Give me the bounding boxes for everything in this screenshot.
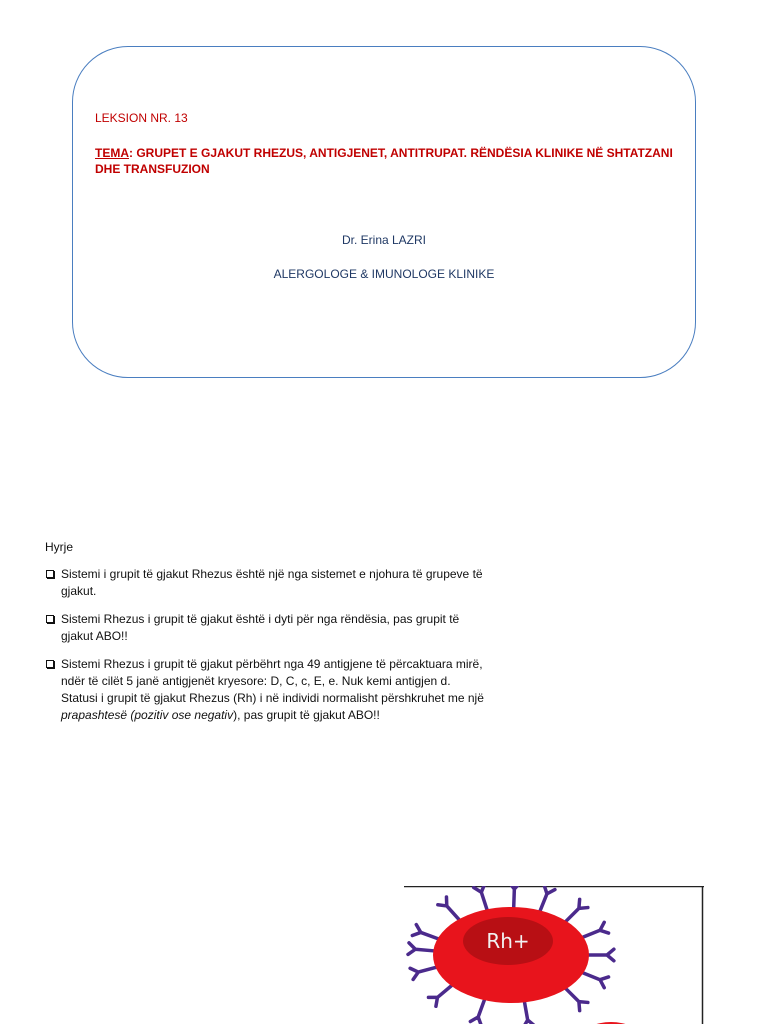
- topic-text: : GRUPET E GJAKUT RHEZUS, ANTIGJENET, ANTITRUPAT. RËNDËSIA KLINIKE NË SHTATZANI DHE TRANSFUZION: [95, 146, 673, 176]
- rh-cell-figure: [404, 886, 704, 1024]
- checkbox-bullet-icon: [46, 660, 54, 668]
- antigen-marker: [566, 989, 588, 1011]
- antigen-marker: [412, 925, 437, 939]
- rh-label: Rh+: [486, 929, 530, 953]
- title-box: [72, 46, 696, 378]
- list-item: [45, 611, 485, 645]
- antigen-marker: [583, 922, 608, 937]
- antigen-marker: [523, 1002, 534, 1024]
- antigen-marker: [408, 943, 433, 955]
- antigen-marker: [470, 1000, 484, 1024]
- antigen-marker: [438, 897, 459, 919]
- list-item: [45, 566, 485, 600]
- rh-cell-illustration: [404, 886, 704, 1024]
- lesson-number: LEKSION NR. 13: [95, 111, 188, 125]
- antigen-marker: [509, 886, 521, 907]
- author-title: ALERGOLOGE & IMUNOLOGE KLINIKE: [273, 267, 495, 281]
- author-name: Dr. Erina LAZRI: [341, 233, 427, 247]
- antigen-marker: [428, 986, 451, 1006]
- antigen-marker: [474, 886, 487, 909]
- antigen-marker: [566, 899, 588, 921]
- checkbox-bullet-icon: [46, 615, 54, 623]
- antigen-marker: [410, 967, 436, 979]
- checkbox-bullet-icon: [46, 570, 54, 578]
- list-item: [45, 656, 485, 724]
- lesson-topic: [95, 145, 685, 177]
- antigen-marker: [589, 949, 614, 961]
- bullet-text: Sistemi Rhezus i grupit të gjakut përbëhrt nga 49 antigjene të përcaktuara mirë, ndër të cilët 5 janë antigjenët kryesore: D, C, c, E, e. Nuk kemi antigjen d. Statusi i grupit të gjakut Rhezus (Rh) i në individi normalisht përshkruhet me një prapashtesë (pozitiv ose negativ), pas grupit të gjakut ABO!!: [61, 657, 484, 722]
- bullet-text: Sistemi i grupit të gjakut Rhezus është një nga sistemet e njohura të grupeve të gjakut.: [61, 567, 483, 598]
- bullet-text: Sistemi Rhezus i grupit të gjakut është i dyti për nga rëndësia, pas grupit të gjakut ABO!!: [61, 612, 460, 643]
- bullet-list: [45, 566, 485, 735]
- antigen-marker: [540, 886, 555, 910]
- topic-label: TEMA: [95, 146, 129, 160]
- antigen-marker: [583, 973, 608, 988]
- section-heading: Hyrje: [45, 540, 74, 554]
